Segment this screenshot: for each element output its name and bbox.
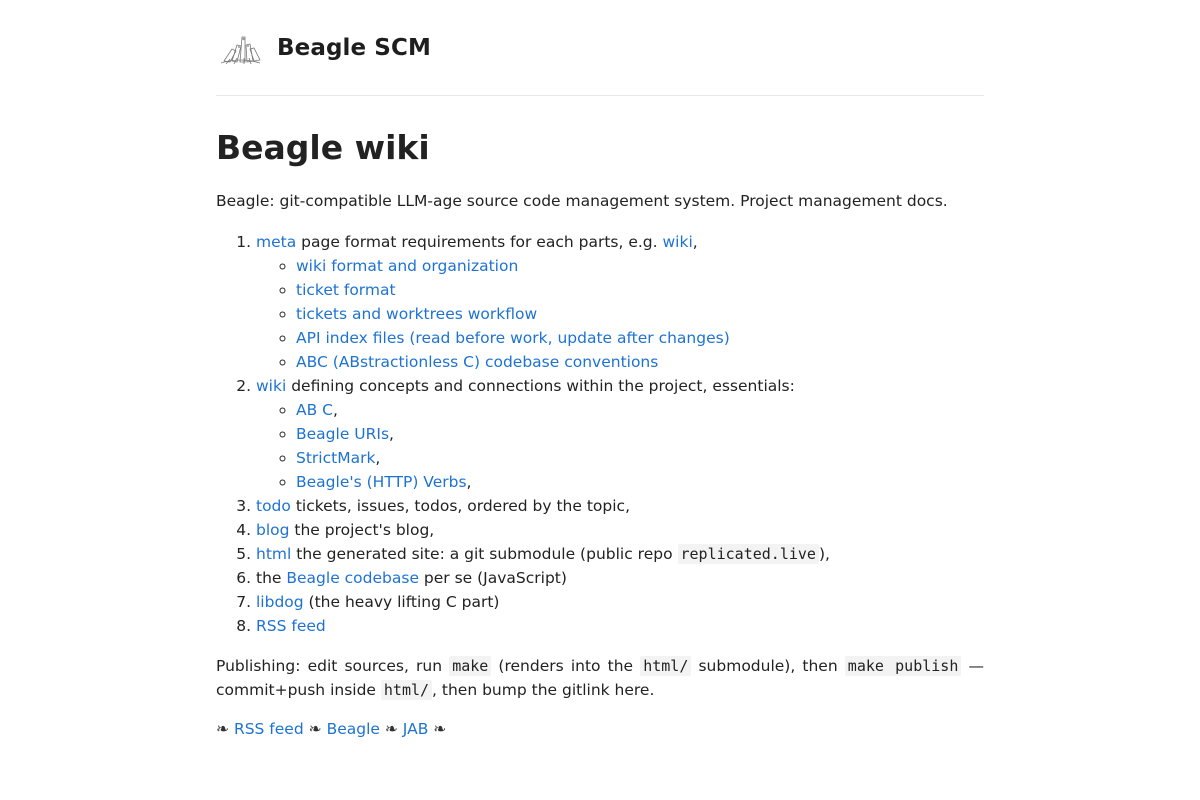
list-item xyxy=(256,566,830,590)
list-item-text: per se (JavaScript) xyxy=(418,569,567,587)
list-item xyxy=(256,518,830,542)
repo-code: replicated.live xyxy=(678,544,819,564)
sublist-item xyxy=(296,302,830,326)
sublist-item xyxy=(296,278,830,302)
list-item xyxy=(256,374,830,494)
publishing-text: , then bump the gitlink here. xyxy=(432,681,655,699)
meta-link[interactable]: meta xyxy=(256,233,297,251)
sublist-item xyxy=(296,350,830,374)
blog-link[interactable]: blog xyxy=(256,521,290,539)
beagle-claw-logo-icon[interactable] xyxy=(218,31,262,67)
list-item xyxy=(256,614,830,638)
publishing-text: — commit+push inside xyxy=(216,657,984,699)
list-item-punct: , xyxy=(375,449,381,467)
list-item-text: (the heavy lifting C part) xyxy=(303,593,500,611)
abc-link[interactable]: AB C xyxy=(296,401,333,419)
docs-list xyxy=(216,230,830,638)
publishing-text: submodule), then xyxy=(691,657,845,675)
intro-text: Beagle: git-compatible LLM-age source code management system. Project management docs. xyxy=(216,192,948,210)
list-item xyxy=(256,542,830,566)
fleuron-separator: ❧ xyxy=(216,720,229,738)
strictmark-link[interactable]: StrictMark xyxy=(296,449,376,467)
list-item-text: tickets, issues, todos, ordered by the topic, xyxy=(290,497,630,515)
page-title: Beagle wiki xyxy=(216,128,430,167)
list-item-punct: , xyxy=(333,401,338,419)
sublist-item xyxy=(296,398,830,422)
libdog-link[interactable]: libdog xyxy=(256,593,304,611)
publishing-note xyxy=(216,654,984,702)
sublist-item xyxy=(296,254,830,278)
publishing-text: Publishing: edit sources, run xyxy=(216,657,450,675)
html-dir-code: html/ xyxy=(640,656,691,676)
http-verbs-link[interactable]: Beagle's (HTTP) Verbs xyxy=(296,473,467,491)
fleuron-separator: ❧ xyxy=(308,720,322,738)
list-item-text: the generated site: a git submodule (public repo xyxy=(291,545,678,563)
fleuron-separator: ❧ xyxy=(384,720,398,738)
list-item xyxy=(256,590,830,614)
wiki-sublist xyxy=(256,398,830,494)
list-item-text: page format requirements for each parts, e.g. xyxy=(296,233,663,251)
beagle-uris-link[interactable]: Beagle URIs xyxy=(296,425,390,443)
footer-nav xyxy=(216,718,446,740)
list-item-punct: , xyxy=(692,233,698,251)
list-item-text: the project's blog, xyxy=(289,521,435,539)
site-title[interactable]: Beagle SCM xyxy=(277,35,431,61)
rss-feed-link[interactable]: RSS feed xyxy=(256,617,326,635)
abc-conventions-link[interactable]: ABC (ABstractionless C) codebase conventions xyxy=(296,353,659,371)
html-link[interactable]: html xyxy=(256,545,292,563)
beagle-codebase-link[interactable]: Beagle codebase xyxy=(286,569,419,587)
footer-beagle-link[interactable]: Beagle xyxy=(326,720,380,738)
footer-rss-link[interactable]: RSS feed xyxy=(233,720,304,738)
page xyxy=(216,0,984,738)
wiki-link[interactable]: wiki xyxy=(662,233,693,251)
sublist-item xyxy=(296,422,830,446)
sublist-item xyxy=(296,446,830,470)
list-item-text: the xyxy=(256,569,287,587)
wiki-format-link[interactable]: wiki format and organization xyxy=(296,257,519,275)
list-item-text: defining concepts and connections within the project, essentials: xyxy=(286,377,795,395)
wiki-link[interactable]: wiki xyxy=(256,377,287,395)
footer-jab-link[interactable]: JAB xyxy=(402,720,429,738)
tickets-workflow-link[interactable]: tickets and worktrees workflow xyxy=(296,305,538,323)
list-item-punct: ), xyxy=(818,545,830,563)
sublist-item xyxy=(296,326,830,350)
ticket-format-link[interactable]: ticket format xyxy=(296,281,396,299)
list-item-punct: , xyxy=(466,473,472,491)
make-publish-code: make publish xyxy=(845,656,962,676)
list-item xyxy=(256,494,830,518)
fleuron-separator: ❧ xyxy=(433,720,447,738)
html-dir-code: html/ xyxy=(381,680,432,700)
site-header xyxy=(216,0,984,96)
make-code: make xyxy=(449,656,491,676)
list-item-punct: , xyxy=(389,425,394,443)
list-item xyxy=(256,230,830,374)
todo-link[interactable]: todo xyxy=(256,497,291,515)
meta-sublist xyxy=(256,254,830,374)
api-index-link[interactable]: API index files (read before work, update after changes) xyxy=(296,329,730,347)
publishing-text: (renders into the xyxy=(491,657,641,675)
sublist-item xyxy=(296,470,830,494)
